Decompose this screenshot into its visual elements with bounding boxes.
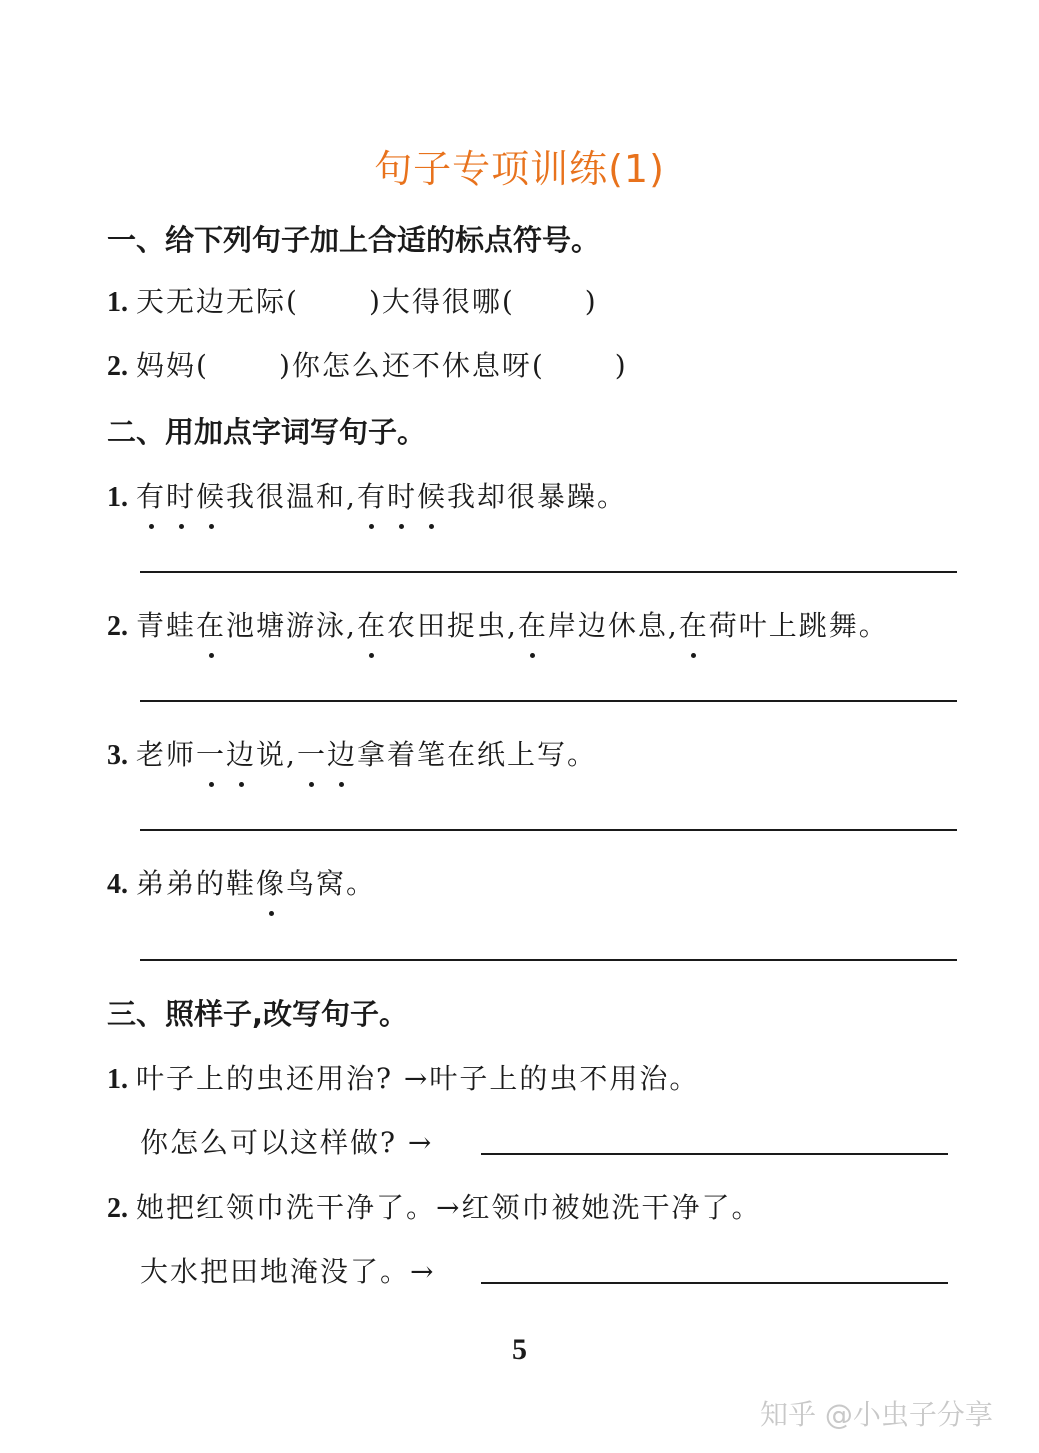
question-text: 妈妈( xyxy=(136,349,209,382)
question-text: )大得很哪( xyxy=(368,285,515,318)
dotted-char: 时 xyxy=(166,480,197,513)
question-number: 3. xyxy=(107,740,128,771)
dotted-char: 边 xyxy=(226,738,257,771)
sentence-text: 鸟窝。 xyxy=(286,867,377,900)
s2-question-1 xyxy=(107,475,627,515)
dotted-char: 一 xyxy=(296,738,327,771)
question-number: 1. xyxy=(107,482,128,513)
s1-question-1 xyxy=(107,280,598,320)
sentence-text: 池塘游泳, xyxy=(226,609,357,642)
dotted-char: 候 xyxy=(416,480,447,513)
question-text: ) xyxy=(584,285,598,318)
s2-question-2 xyxy=(107,604,889,644)
watermark: 知乎 @小虫子分享 xyxy=(760,1398,993,1431)
s1-question-2 xyxy=(107,344,628,384)
question-number: 2. xyxy=(107,351,128,382)
dotted-char: 候 xyxy=(196,480,227,513)
question-text: 天无边无际( xyxy=(136,285,299,318)
dotted-char: 在 xyxy=(196,609,227,642)
sentence-text: 岸边休息, xyxy=(547,609,679,642)
answer-line[interactable] xyxy=(481,1282,948,1284)
section-2-heading: 二、用加点字词写句子。 xyxy=(107,415,427,449)
sentence-text: 弟弟的鞋 xyxy=(136,867,257,900)
dotted-char: 像 xyxy=(256,867,287,900)
sentence-text: 老师 xyxy=(136,738,197,771)
s3-example-1 xyxy=(107,1057,699,1097)
dotted-char: 在 xyxy=(517,609,548,642)
s2-question-3 xyxy=(107,733,597,773)
question-number: 4. xyxy=(107,869,128,900)
section-3-heading: 三、照样子,改写句子。 xyxy=(107,997,409,1031)
example-text: 她把红领巾洗干净了。→红领巾被她洗干净了。 xyxy=(136,1191,762,1224)
dotted-char: 有 xyxy=(356,480,387,513)
answer-line[interactable] xyxy=(140,700,957,702)
question-number: 1. xyxy=(107,1064,128,1095)
sentence-text: 拿着笔在纸上写。 xyxy=(356,738,597,771)
s3-prompt-1: 你怎么可以这样做? → xyxy=(140,1126,434,1159)
sentence-text: 说, xyxy=(256,738,297,771)
sentence-text: 农田捉虫, xyxy=(386,609,518,642)
answer-line[interactable] xyxy=(481,1153,948,1155)
page-title: 句子专项训练(1) xyxy=(374,147,665,191)
dotted-char: 时 xyxy=(386,480,417,513)
s3-example-2 xyxy=(107,1186,761,1226)
answer-line[interactable] xyxy=(140,829,957,831)
question-text: )你怎么还不休息呀( xyxy=(278,349,545,382)
dotted-char: 在 xyxy=(356,609,387,642)
sentence-text: 我很温和, xyxy=(226,480,357,513)
dotted-char: 边 xyxy=(326,738,357,771)
question-number: 2. xyxy=(107,1193,128,1224)
dotted-char: 一 xyxy=(196,738,227,771)
question-number: 1. xyxy=(107,287,128,318)
s2-question-4 xyxy=(107,862,376,902)
sentence-text: 荷叶上跳舞。 xyxy=(708,609,889,642)
dotted-char: 有 xyxy=(136,480,167,513)
question-number: 2. xyxy=(107,611,128,642)
answer-line[interactable] xyxy=(140,959,957,961)
s3-prompt-2: 大水把田地淹没了。→ xyxy=(140,1255,436,1288)
page-number: 5 xyxy=(512,1333,527,1366)
sentence-text: 青蛙 xyxy=(136,609,197,642)
section-1-heading: 一、给下列句子加上合适的标点符号。 xyxy=(107,223,601,257)
dotted-char: 在 xyxy=(678,609,709,642)
example-text: 叶子上的虫还用治? →叶子上的虫不用治。 xyxy=(136,1062,700,1095)
sentence-text: 我却很暴躁。 xyxy=(447,480,628,513)
question-text: ) xyxy=(614,349,628,382)
answer-line[interactable] xyxy=(140,571,957,573)
